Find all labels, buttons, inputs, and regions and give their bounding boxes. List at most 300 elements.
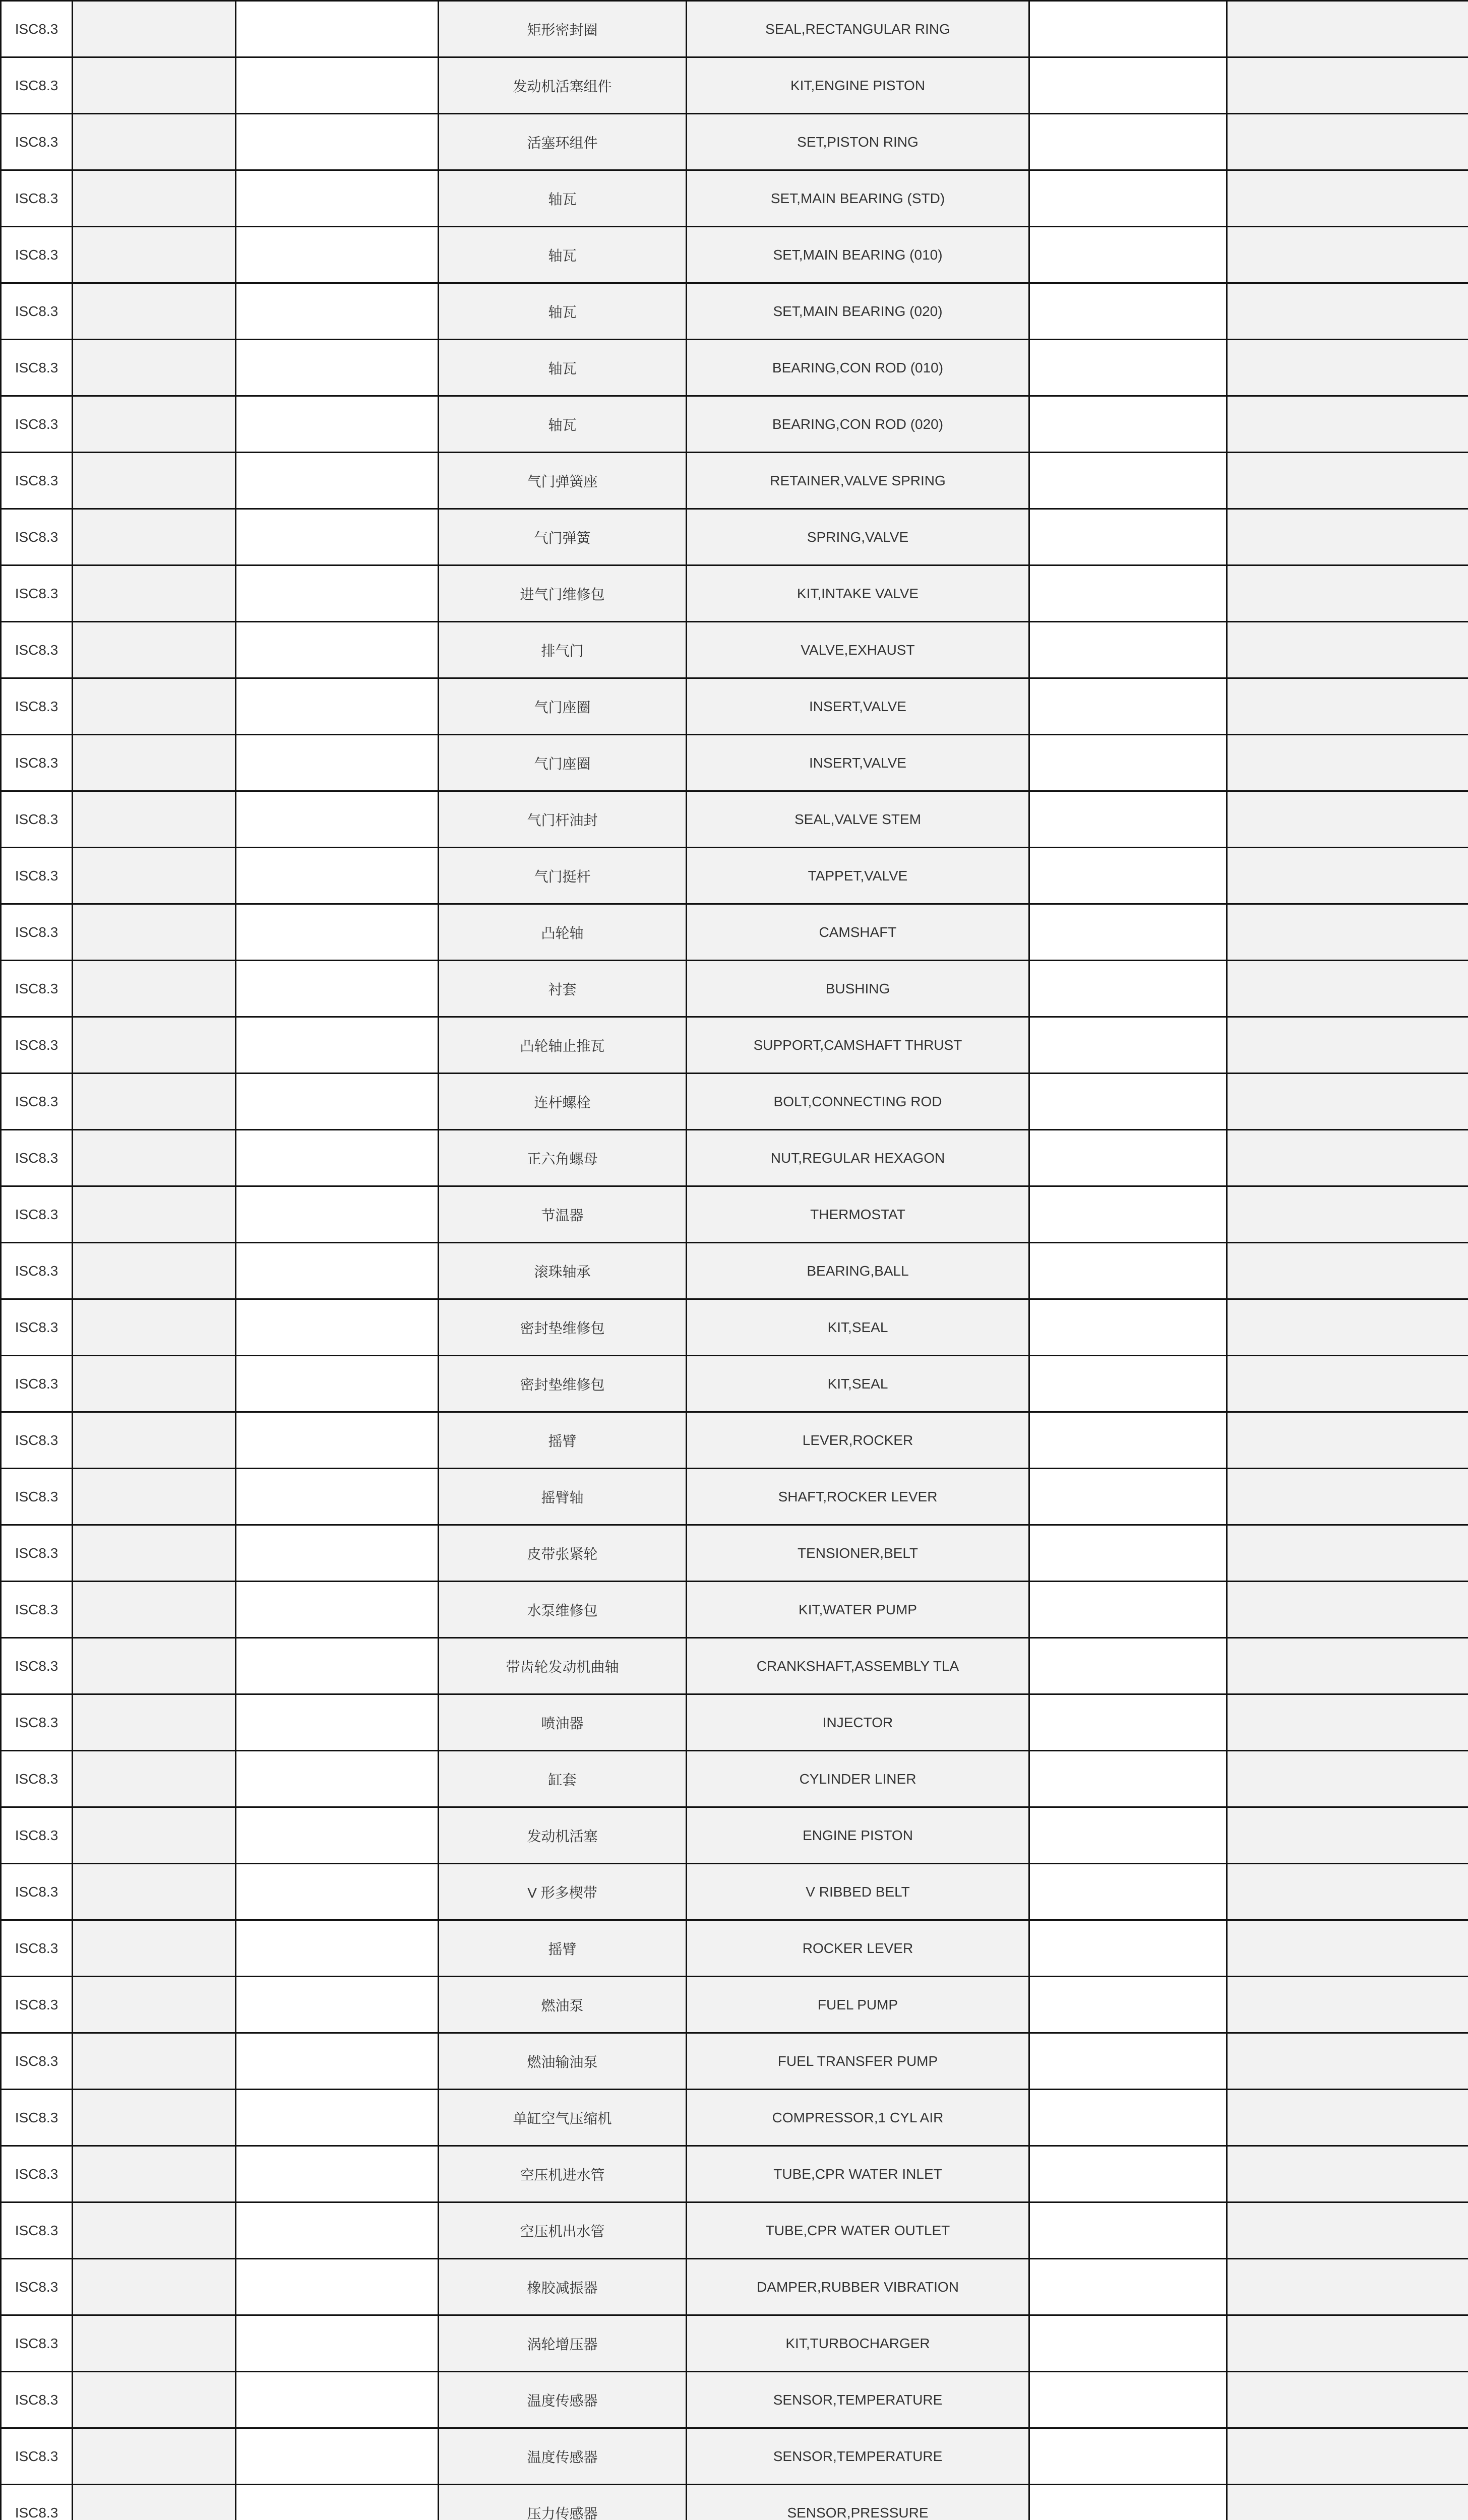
blank-cell	[1029, 57, 1227, 114]
blank-cell	[1227, 509, 1468, 565]
blank-cell	[236, 565, 439, 622]
engine-model-cell: ISC8.3	[1, 340, 73, 396]
blank-cell	[73, 453, 236, 509]
blank-cell	[236, 1751, 439, 1807]
blank-cell	[1029, 1525, 1227, 1582]
table-row	[1, 1074, 1468, 1130]
blank-cell	[236, 340, 439, 396]
part-name-en-cell: COMPRESSOR,1 CYL AIR	[687, 2090, 1029, 2146]
blank-cell	[73, 2146, 236, 2202]
blank-cell	[236, 1469, 439, 1525]
engine-model-cell: ISC8.3	[1, 1582, 73, 1638]
part-name-en-cell: VALVE,EXHAUST	[687, 622, 1029, 678]
engine-model-cell: ISC8.3	[1, 2090, 73, 2146]
table-row	[1, 1412, 1468, 1469]
part-name-en-cell: CYLINDER LINER	[687, 1751, 1029, 1807]
part-name-en-cell: DAMPER,RUBBER VIBRATION	[687, 2259, 1029, 2315]
part-name-cn-cell: 密封垫维修包	[439, 1299, 687, 1356]
table-row	[1, 1186, 1468, 1243]
blank-cell	[1227, 57, 1468, 114]
blank-cell	[73, 848, 236, 904]
blank-cell	[73, 1694, 236, 1751]
engine-model-cell: ISC8.3	[1, 1751, 73, 1807]
blank-cell	[1029, 283, 1227, 340]
blank-cell	[1029, 1243, 1227, 1299]
blank-cell	[73, 2315, 236, 2372]
engine-model-cell: ISC8.3	[1, 1638, 73, 1694]
table-row	[1, 2202, 1468, 2259]
blank-cell	[1029, 1412, 1227, 1469]
table-row	[1, 1582, 1468, 1638]
part-name-cn-cell: 连杆螺栓	[439, 1074, 687, 1130]
part-name-cn-cell: 矩形密封圈	[439, 1, 687, 57]
part-name-cn-cell: 缸套	[439, 1751, 687, 1807]
engine-model-cell: ISC8.3	[1, 283, 73, 340]
part-name-cn-cell: 衬套	[439, 961, 687, 1017]
blank-cell	[73, 170, 236, 227]
blank-cell	[1029, 1017, 1227, 1074]
blank-cell	[236, 1186, 439, 1243]
part-name-cn-cell: 燃油输油泵	[439, 2033, 687, 2090]
part-name-en-cell: CAMSHAFT	[687, 904, 1029, 961]
part-name-cn-cell: 气门杆油封	[439, 791, 687, 848]
blank-cell	[73, 735, 236, 791]
blank-cell	[1029, 1074, 1227, 1130]
blank-cell	[1029, 735, 1227, 791]
engine-model-cell: ISC8.3	[1, 1130, 73, 1186]
blank-cell	[1227, 1299, 1468, 1356]
blank-cell	[1029, 227, 1227, 283]
blank-cell	[73, 2090, 236, 2146]
blank-cell	[1227, 622, 1468, 678]
blank-cell	[236, 1525, 439, 1582]
blank-cell	[73, 1582, 236, 1638]
blank-cell	[1227, 1694, 1468, 1751]
part-name-en-cell: THERMOSTAT	[687, 1186, 1029, 1243]
part-name-en-cell: KIT,SEAL	[687, 1299, 1029, 1356]
blank-cell	[236, 1920, 439, 1977]
part-name-cn-cell: 正六角螺母	[439, 1130, 687, 1186]
part-name-en-cell: KIT,SEAL	[687, 1356, 1029, 1412]
part-name-cn-cell: 摇臂	[439, 1920, 687, 1977]
part-name-cn-cell: 轴瓦	[439, 227, 687, 283]
table-row	[1, 1694, 1468, 1751]
blank-cell	[73, 1186, 236, 1243]
blank-cell	[1029, 2315, 1227, 2372]
blank-cell	[1029, 170, 1227, 227]
part-name-cn-cell: 空压机进水管	[439, 2146, 687, 2202]
blank-cell	[73, 2485, 236, 2520]
part-name-en-cell: ENGINE PISTON	[687, 1807, 1029, 1864]
blank-cell	[73, 791, 236, 848]
table-row	[1, 114, 1468, 170]
engine-model-cell: ISC8.3	[1, 2033, 73, 2090]
blank-cell	[236, 1807, 439, 1864]
blank-cell	[236, 2428, 439, 2485]
blank-cell	[1227, 2315, 1468, 2372]
blank-cell	[1227, 904, 1468, 961]
blank-cell	[1029, 1130, 1227, 1186]
part-name-cn-cell: 皮带张紧轮	[439, 1525, 687, 1582]
engine-model-cell: ISC8.3	[1, 904, 73, 961]
engine-model-cell: ISC8.3	[1, 622, 73, 678]
blank-cell	[1029, 1582, 1227, 1638]
part-name-en-cell: SENSOR,PRESSURE	[687, 2485, 1029, 2520]
engine-model-cell: ISC8.3	[1, 1, 73, 57]
blank-cell	[236, 57, 439, 114]
blank-cell	[1227, 2033, 1468, 2090]
table-row	[1, 170, 1468, 227]
table-row	[1, 961, 1468, 1017]
part-name-cn-cell: 节温器	[439, 1186, 687, 1243]
blank-cell	[73, 509, 236, 565]
blank-cell	[1029, 2428, 1227, 2485]
engine-model-cell: ISC8.3	[1, 1243, 73, 1299]
part-name-en-cell: KIT,WATER PUMP	[687, 1582, 1029, 1638]
blank-cell	[236, 904, 439, 961]
part-name-cn-cell: 活塞环组件	[439, 114, 687, 170]
blank-cell	[236, 283, 439, 340]
table-row	[1, 791, 1468, 848]
engine-model-cell: ISC8.3	[1, 1694, 73, 1751]
blank-cell	[73, 2202, 236, 2259]
engine-model-cell: ISC8.3	[1, 1920, 73, 1977]
blank-cell	[73, 904, 236, 961]
part-name-en-cell: BEARING,BALL	[687, 1243, 1029, 1299]
blank-cell	[73, 1525, 236, 1582]
part-name-cn-cell: 空压机出水管	[439, 2202, 687, 2259]
part-name-en-cell: TUBE,CPR WATER OUTLET	[687, 2202, 1029, 2259]
blank-cell	[73, 2372, 236, 2428]
blank-cell	[1227, 1525, 1468, 1582]
blank-cell	[236, 1977, 439, 2033]
blank-cell	[1227, 2202, 1468, 2259]
blank-cell	[1029, 2485, 1227, 2520]
table-row	[1, 1525, 1468, 1582]
blank-cell	[73, 1, 236, 57]
blank-cell	[236, 2033, 439, 2090]
blank-cell	[1227, 1074, 1468, 1130]
blank-cell	[1029, 453, 1227, 509]
blank-cell	[1029, 961, 1227, 1017]
part-name-cn-cell: 气门弹簧	[439, 509, 687, 565]
table-row	[1, 1977, 1468, 2033]
blank-cell	[1227, 2428, 1468, 2485]
part-name-en-cell: SENSOR,TEMPERATURE	[687, 2428, 1029, 2485]
part-name-en-cell: SUPPORT,CAMSHAFT THRUST	[687, 1017, 1029, 1074]
blank-cell	[1227, 1751, 1468, 1807]
blank-cell	[1227, 114, 1468, 170]
part-name-cn-cell: 进气门维修包	[439, 565, 687, 622]
blank-cell	[1029, 1469, 1227, 1525]
table-row	[1, 2259, 1468, 2315]
blank-cell	[1227, 1582, 1468, 1638]
engine-model-cell: ISC8.3	[1, 2146, 73, 2202]
part-name-cn-cell: 气门座圈	[439, 735, 687, 791]
blank-cell	[1029, 848, 1227, 904]
table-row	[1, 565, 1468, 622]
blank-cell	[73, 1412, 236, 1469]
blank-cell	[236, 509, 439, 565]
part-name-cn-cell: 橡胶减振器	[439, 2259, 687, 2315]
engine-model-cell: ISC8.3	[1, 2202, 73, 2259]
blank-cell	[1029, 340, 1227, 396]
engine-model-cell: ISC8.3	[1, 227, 73, 283]
engine-model-cell: ISC8.3	[1, 1356, 73, 1412]
blank-cell	[1227, 227, 1468, 283]
blank-cell	[1227, 961, 1468, 1017]
blank-cell	[73, 1130, 236, 1186]
part-name-en-cell: KIT,ENGINE PISTON	[687, 57, 1029, 114]
part-name-en-cell: SPRING,VALVE	[687, 509, 1029, 565]
blank-cell	[1227, 1638, 1468, 1694]
engine-model-cell: ISC8.3	[1, 453, 73, 509]
blank-cell	[236, 2202, 439, 2259]
parts-table-body	[1, 1, 1468, 2520]
blank-cell	[236, 2259, 439, 2315]
blank-cell	[236, 2372, 439, 2428]
part-name-en-cell: SEAL,VALVE STEM	[687, 791, 1029, 848]
blank-cell	[236, 735, 439, 791]
table-row	[1, 2033, 1468, 2090]
blank-cell	[236, 396, 439, 453]
part-name-cn-cell: 发动机活塞	[439, 1807, 687, 1864]
blank-cell	[1029, 1694, 1227, 1751]
table-row	[1, 1, 1468, 57]
part-name-en-cell: SET,MAIN BEARING (010)	[687, 227, 1029, 283]
part-name-cn-cell: 单缸空气压缩机	[439, 2090, 687, 2146]
engine-model-cell: ISC8.3	[1, 1412, 73, 1469]
part-name-en-cell: BOLT,CONNECTING ROD	[687, 1074, 1029, 1130]
blank-cell	[1029, 1356, 1227, 1412]
blank-cell	[1227, 1243, 1468, 1299]
blank-cell	[1227, 791, 1468, 848]
table-row	[1, 1017, 1468, 1074]
table-row	[1, 227, 1468, 283]
blank-cell	[236, 1356, 439, 1412]
blank-cell	[1227, 735, 1468, 791]
blank-cell	[73, 1807, 236, 1864]
blank-cell	[1227, 453, 1468, 509]
blank-cell	[236, 1017, 439, 1074]
engine-model-cell: ISC8.3	[1, 2315, 73, 2372]
engine-model-cell: ISC8.3	[1, 735, 73, 791]
engine-model-cell: ISC8.3	[1, 2428, 73, 2485]
blank-cell	[1029, 791, 1227, 848]
blank-cell	[236, 114, 439, 170]
part-name-en-cell: FUEL TRANSFER PUMP	[687, 2033, 1029, 2090]
part-name-cn-cell: 气门座圈	[439, 678, 687, 735]
engine-model-cell: ISC8.3	[1, 1864, 73, 1920]
blank-cell	[73, 1751, 236, 1807]
blank-cell	[236, 1582, 439, 1638]
blank-cell	[236, 1638, 439, 1694]
table-row	[1, 735, 1468, 791]
part-name-en-cell: LEVER,ROCKER	[687, 1412, 1029, 1469]
blank-cell	[1029, 1, 1227, 57]
blank-cell	[1227, 1130, 1468, 1186]
part-name-en-cell: BEARING,CON ROD (010)	[687, 340, 1029, 396]
blank-cell	[73, 283, 236, 340]
blank-cell	[1029, 1299, 1227, 1356]
blank-cell	[236, 1694, 439, 1751]
part-name-en-cell: KIT,TURBOCHARGER	[687, 2315, 1029, 2372]
engine-model-cell: ISC8.3	[1, 565, 73, 622]
table-row	[1, 396, 1468, 453]
part-name-en-cell: NUT,REGULAR HEXAGON	[687, 1130, 1029, 1186]
blank-cell	[1029, 1186, 1227, 1243]
table-row	[1, 1356, 1468, 1412]
blank-cell	[1227, 1017, 1468, 1074]
blank-cell	[73, 678, 236, 735]
part-name-cn-cell: V 形多楔带	[439, 1864, 687, 1920]
blank-cell	[236, 170, 439, 227]
blank-cell	[236, 848, 439, 904]
table-row	[1, 622, 1468, 678]
engine-model-cell: ISC8.3	[1, 1186, 73, 1243]
blank-cell	[1029, 1920, 1227, 1977]
part-name-cn-cell: 燃油泵	[439, 1977, 687, 2033]
engine-model-cell: ISC8.3	[1, 848, 73, 904]
blank-cell	[1227, 1356, 1468, 1412]
part-name-en-cell: INSERT,VALVE	[687, 678, 1029, 735]
blank-cell	[1227, 848, 1468, 904]
blank-cell	[73, 1864, 236, 1920]
part-name-en-cell: SHAFT,ROCKER LEVER	[687, 1469, 1029, 1525]
blank-cell	[1227, 2259, 1468, 2315]
table-row	[1, 1469, 1468, 1525]
blank-cell	[1029, 1807, 1227, 1864]
table-row	[1, 2372, 1468, 2428]
part-name-cn-cell: 凸轮轴	[439, 904, 687, 961]
blank-cell	[73, 1638, 236, 1694]
table-row	[1, 848, 1468, 904]
table-row	[1, 2315, 1468, 2372]
blank-cell	[73, 1356, 236, 1412]
part-name-en-cell: SENSOR,TEMPERATURE	[687, 2372, 1029, 2428]
blank-cell	[1227, 2372, 1468, 2428]
engine-model-cell: ISC8.3	[1, 114, 73, 170]
blank-cell	[1227, 2146, 1468, 2202]
blank-cell	[236, 1243, 439, 1299]
table-row	[1, 57, 1468, 114]
blank-cell	[73, 1469, 236, 1525]
table-row	[1, 2428, 1468, 2485]
part-name-en-cell: BEARING,CON ROD (020)	[687, 396, 1029, 453]
engine-model-cell: ISC8.3	[1, 1469, 73, 1525]
blank-cell	[1029, 2202, 1227, 2259]
table-row	[1, 1130, 1468, 1186]
engine-model-cell: ISC8.3	[1, 1017, 73, 1074]
blank-cell	[73, 114, 236, 170]
blank-cell	[1029, 2259, 1227, 2315]
part-name-cn-cell: 气门弹簧座	[439, 453, 687, 509]
part-name-en-cell: RETAINER,VALVE SPRING	[687, 453, 1029, 509]
blank-cell	[73, 2428, 236, 2485]
engine-model-cell: ISC8.3	[1, 396, 73, 453]
blank-cell	[1029, 622, 1227, 678]
table-row	[1, 283, 1468, 340]
part-name-cn-cell: 气门挺杆	[439, 848, 687, 904]
blank-cell	[236, 1, 439, 57]
blank-cell	[1227, 1186, 1468, 1243]
blank-cell	[1029, 1864, 1227, 1920]
engine-model-cell: ISC8.3	[1, 1074, 73, 1130]
blank-cell	[1029, 2146, 1227, 2202]
part-name-cn-cell: 发动机活塞组件	[439, 57, 687, 114]
part-name-en-cell: KIT,INTAKE VALVE	[687, 565, 1029, 622]
part-name-en-cell: INJECTOR	[687, 1694, 1029, 1751]
blank-cell	[73, 227, 236, 283]
blank-cell	[1227, 1412, 1468, 1469]
part-name-en-cell: SET,MAIN BEARING (020)	[687, 283, 1029, 340]
blank-cell	[1029, 1977, 1227, 2033]
blank-cell	[1227, 340, 1468, 396]
part-name-cn-cell: 轴瓦	[439, 170, 687, 227]
part-name-cn-cell: 温度传感器	[439, 2372, 687, 2428]
blank-cell	[236, 961, 439, 1017]
table-row	[1, 1864, 1468, 1920]
blank-cell	[236, 1074, 439, 1130]
blank-cell	[236, 2485, 439, 2520]
blank-cell	[1029, 396, 1227, 453]
blank-cell	[1227, 1977, 1468, 2033]
engine-model-cell: ISC8.3	[1, 1299, 73, 1356]
blank-cell	[73, 565, 236, 622]
blank-cell	[1227, 1920, 1468, 1977]
blank-cell	[236, 1130, 439, 1186]
engine-model-cell: ISC8.3	[1, 678, 73, 735]
table-row	[1, 678, 1468, 735]
blank-cell	[236, 1864, 439, 1920]
engine-model-cell: ISC8.3	[1, 1807, 73, 1864]
part-name-cn-cell: 温度传感器	[439, 2428, 687, 2485]
engine-model-cell: ISC8.3	[1, 791, 73, 848]
part-name-cn-cell: 轴瓦	[439, 340, 687, 396]
part-name-cn-cell: 涡轮增压器	[439, 2315, 687, 2372]
part-name-en-cell: SEAL,RECTANGULAR RING	[687, 1, 1029, 57]
blank-cell	[1227, 2090, 1468, 2146]
table-row	[1, 1243, 1468, 1299]
part-name-cn-cell: 摇臂	[439, 1412, 687, 1469]
blank-cell	[73, 396, 236, 453]
blank-cell	[1029, 114, 1227, 170]
part-name-en-cell: ROCKER LEVER	[687, 1920, 1029, 1977]
part-name-en-cell: CRANKSHAFT,ASSEMBLY TLA	[687, 1638, 1029, 1694]
blank-cell	[236, 227, 439, 283]
table-row	[1, 340, 1468, 396]
engine-model-cell: ISC8.3	[1, 170, 73, 227]
blank-cell	[73, 622, 236, 678]
blank-cell	[1227, 1807, 1468, 1864]
table-row	[1, 904, 1468, 961]
blank-cell	[1029, 509, 1227, 565]
part-name-cn-cell: 压力传感器	[439, 2485, 687, 2520]
part-name-en-cell: TAPPET,VALVE	[687, 848, 1029, 904]
part-name-en-cell: FUEL PUMP	[687, 1977, 1029, 2033]
blank-cell	[236, 2146, 439, 2202]
blank-cell	[1227, 1, 1468, 57]
blank-cell	[1227, 170, 1468, 227]
part-name-en-cell: TUBE,CPR WATER INLET	[687, 2146, 1029, 2202]
blank-cell	[236, 2315, 439, 2372]
blank-cell	[73, 1299, 236, 1356]
part-name-cn-cell: 排气门	[439, 622, 687, 678]
part-name-en-cell: SET,MAIN BEARING (STD)	[687, 170, 1029, 227]
part-name-en-cell: INSERT,VALVE	[687, 735, 1029, 791]
blank-cell	[73, 1977, 236, 2033]
blank-cell	[1029, 904, 1227, 961]
